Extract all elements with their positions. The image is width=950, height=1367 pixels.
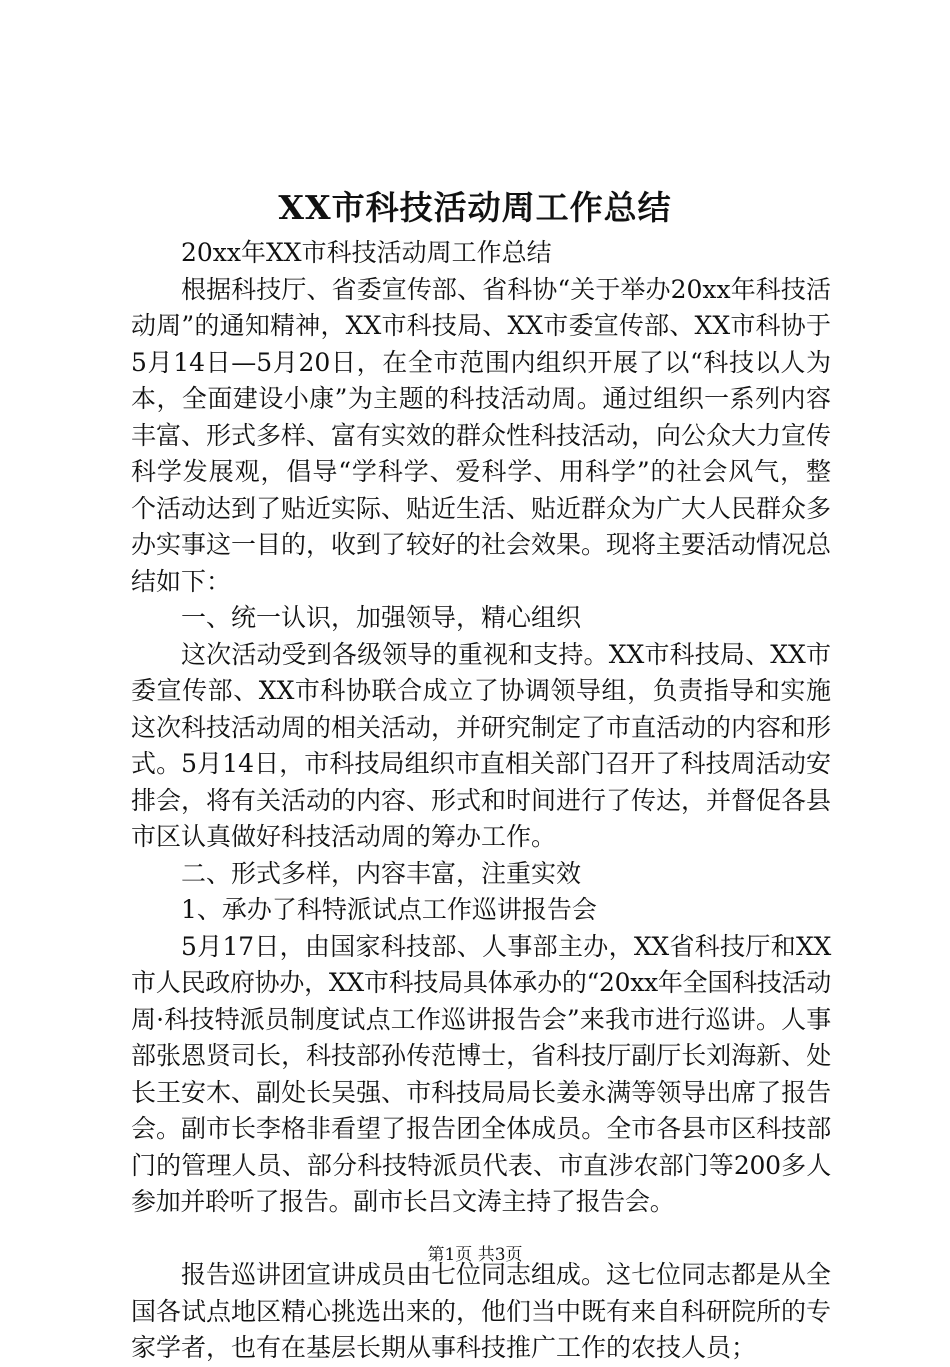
page-footer: 第1页 共3页: [427, 1245, 523, 1265]
paragraph-report-meeting: 5月17日，由国家科技部、人事部主办，XX省科技厅和XX市人民政府协办，XX市科技局具体承办的“20xx年全国科技活动周·科技特派员制度试点工作巡讲报告会”来我市进行巡讲。人事部张恩贤司长，科技部孙传范博士，省科技厅副厅长刘海新、处长王安木、副处长吴强、市科技局局长姜永满等领导出席了报告会。副市长李格非看望了报告团全体成员。全市各县市区科技部门的管理人员、部分科技特派员代表、市直涉农部门等200多人参加并聆听了报告。副市长吕文涛主持了报告会。: [131, 931, 831, 1216]
paragraph-section-1: 这次活动受到各级领导的重视和支持。XX市科技局、XX市委宣传部、XX市科协联合成立了协调领导组，负责指导和实施这次科技活动周的相关活动，并研究制定了市直活动的内容和形式。5月14日，市科技局组织市直相关部门召开了科技周活动安排会，将有关活动的内容、形式和时间进行了传达，并督促各县市区认真做好科技活动周的筹办工作。: [131, 639, 832, 851]
subsection-heading-1: 1、承办了科特派试点工作巡讲报告会: [181, 895, 597, 924]
paragraph-lecture-team: 报告巡讲团宣讲成员由七位同志组成。这七位同志都是从全国各试点地区精心挑选出来的，他们当中既有来自科研院所的专家学者，也有在基层长期从事科技推广工作的农技人员；: [131, 1260, 832, 1362]
document-title: XX市科技活动周工作总结: [278, 188, 672, 227]
paragraph-subtitle: 20xx年XX市科技活动周工作总结: [181, 238, 552, 267]
document-body: [131, 235, 831, 1367]
paragraph-intro: 根据科技厅、省委宣传部、省科协“关于举办20xx年科技活动周”的通知精神，XX市科技局、XX市委宣传部、XX市科协于5月14日—5月20日，在全市范围内组织开展了以“科技以人为本，全面建设小康”为主题的科技活动周。通过组织一系列内容丰富、形式多样、富有实效的群众性科技活动，向公众大力宣传科学发展观，倡导“学科学、爱科学、用科学”的社会风气，整个活动达到了贴近实际、贴近生活、贴近群众为广大人民群众多办实事这一目的，收到了较好的社会效果。现将主要活动情况总结如下：: [131, 274, 832, 596]
section-heading-2: 二、形式多样，内容丰富，注重实效: [181, 858, 582, 888]
section-heading-1: 一、统一认识，加强领导，精心组织: [181, 603, 582, 632]
